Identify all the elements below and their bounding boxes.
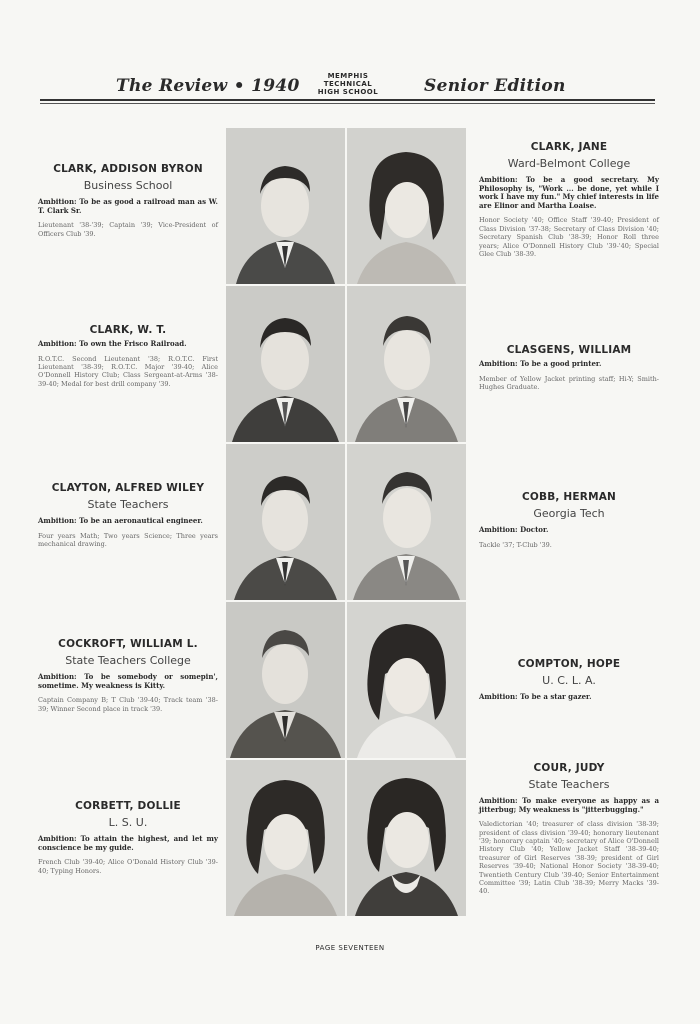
- senior-entry: [479, 141, 659, 258]
- senior-school: U. C. L. A.: [542, 674, 596, 687]
- senior-activities: Valedictorian '40; treasurer of class division '38-39; president of class division '39-40; honorary lieutenant '39; honorary captain '40; secretary of Alice O'Donnell History Club '40; Yellow Jacket Staff '38-39-40; treasurer of Girl Reserves '38-39; president of Girl Reserves '39-40; National Honor Society '38-39-40; Twentieth Century Club '39-40; Senior Entertainment Committee '39; Latin Club '38-39; Merry Macks '39-40.: [479, 820, 659, 896]
- senior-ambition: Ambition: To be somebody or somepin', sometime. My weakness is Kitty.: [38, 672, 218, 690]
- senior-entry: [38, 324, 218, 388]
- senior-activities: Lieutenant '38-'39; Captain '39; Vice-President of Officers Club '39.: [38, 221, 218, 238]
- portrait-photo: [347, 602, 466, 758]
- portrait-photo: [226, 128, 345, 284]
- senior-ambition: Ambition: To be a good printer.: [479, 359, 602, 368]
- senior-activities: Member of Yellow Jacket printing staff; Hi-Y; Smith-Hughes Graduate.: [479, 374, 659, 391]
- senior-name: CLARK, JANE: [530, 141, 608, 153]
- portrait-photo: [347, 760, 466, 916]
- senior-name: CLASGENS, WILLIAM: [506, 344, 632, 356]
- senior-school: L. S. U.: [108, 816, 148, 829]
- senior-entry: [479, 344, 659, 391]
- senior-name: COMPTON, HOPE: [517, 658, 621, 670]
- portrait-photo: [226, 444, 345, 600]
- senior-name: COUR, JUDY: [533, 762, 605, 774]
- school-name-line: HIGH SCHOOL: [317, 88, 379, 96]
- portrait-photo: [226, 286, 345, 442]
- senior-ambition: Ambition: To be a star gazer.: [479, 692, 592, 701]
- school-name: [302, 72, 394, 96]
- senior-school: State Teachers: [528, 778, 610, 791]
- senior-ambition: Ambition: To attain the highest, and let my conscience be my guide.: [38, 834, 218, 852]
- senior-activities: Honor Society '40; Office Staff '39-40; President of Class Division '37-38; Secretary of Class Division '40; Secretary Spanish Club '38-39; Honor Roll three years; Alice O'Donnell History Club '39-'40; Special Glee Club '38-39.: [479, 216, 659, 258]
- portrait-photo: [347, 286, 466, 442]
- senior-name: CLARK, ADDISON BYRON: [53, 163, 203, 175]
- senior-name: COCKROFT, WILLIAM L.: [58, 638, 198, 650]
- senior-entry: [38, 163, 218, 238]
- senior-activities: Four years Math; Two years Science; Three years mechanical drawing.: [38, 531, 218, 548]
- senior-school: State Teachers: [87, 498, 169, 511]
- page-number: PAGE SEVENTEEN: [315, 944, 385, 952]
- senior-name: COBB, HERMAN: [521, 491, 617, 503]
- senior-ambition: Ambition: To own the Frisco Railroad.: [38, 339, 187, 348]
- senior-activities: French Club '39-40; Alice O'Donald History Club '39-40; Typing Honors.: [38, 858, 218, 875]
- senior-activities: Tackle '37; T-Club '39.: [479, 540, 552, 549]
- senior-school: Georgia Tech: [533, 507, 605, 520]
- senior-name: CLARK, W. T.: [89, 324, 167, 336]
- senior-entry: [38, 482, 218, 548]
- portrait-grid: [226, 128, 466, 920]
- senior-entry: [38, 800, 218, 875]
- portrait-photo: [347, 128, 466, 284]
- page-header: [40, 70, 655, 106]
- senior-entry: [479, 762, 659, 896]
- senior-name: CORBETT, DOLLIE: [75, 800, 181, 812]
- senior-activities: Captain Company B; T Club '39-40; Track team '38-39; Winner Second place in track '39.: [38, 696, 218, 713]
- senior-entry: [479, 491, 659, 549]
- senior-activities: R.O.T.C. Second Lieutenant '38; R.O.T.C. First Lieutenant '38-39; R.O.T.C. Major '39-40; Alice O'Donnell History Club; Class Sergeant-at-Arms '38-39-40; Medal for best drill company '39.: [38, 354, 218, 388]
- senior-ambition: Ambition: To be an aeronautical engineer.: [38, 516, 203, 525]
- senior-ambition: Ambition: To make everyone as happy as a jitterbug; My weakness is "jitterbugging.": [479, 796, 659, 814]
- senior-ambition: Ambition: To be a good secretary. My Philosophy is, "Work ... be done, yet while I work I have my fun." My chief interests in life are Elinor and Martha Loaise.: [479, 175, 659, 210]
- header-rule: [40, 99, 655, 101]
- header-edition: Senior Edition: [424, 76, 566, 96]
- senior-ambition: Ambition: Doctor.: [479, 525, 549, 534]
- school-name-line: MEMPHIS: [327, 72, 369, 80]
- senior-school: Business School: [83, 179, 173, 192]
- senior-ambition: Ambition: To be as good a railroad man as W. T. Clark Sr.: [38, 197, 218, 215]
- school-name-line: TECHNICAL: [323, 80, 373, 88]
- header-rule-thin: [40, 103, 655, 104]
- portrait-photo: [347, 444, 466, 600]
- senior-school: State Teachers College: [65, 654, 191, 667]
- senior-school: Ward-Belmont College: [507, 157, 631, 170]
- senior-entry: [38, 638, 218, 713]
- senior-entry: [479, 658, 659, 708]
- senior-name: CLAYTON, ALFRED WILEY: [51, 482, 205, 494]
- portrait-photo: [226, 760, 345, 916]
- header-title: The Review • 1940: [116, 76, 300, 96]
- portrait-photo: [226, 602, 345, 758]
